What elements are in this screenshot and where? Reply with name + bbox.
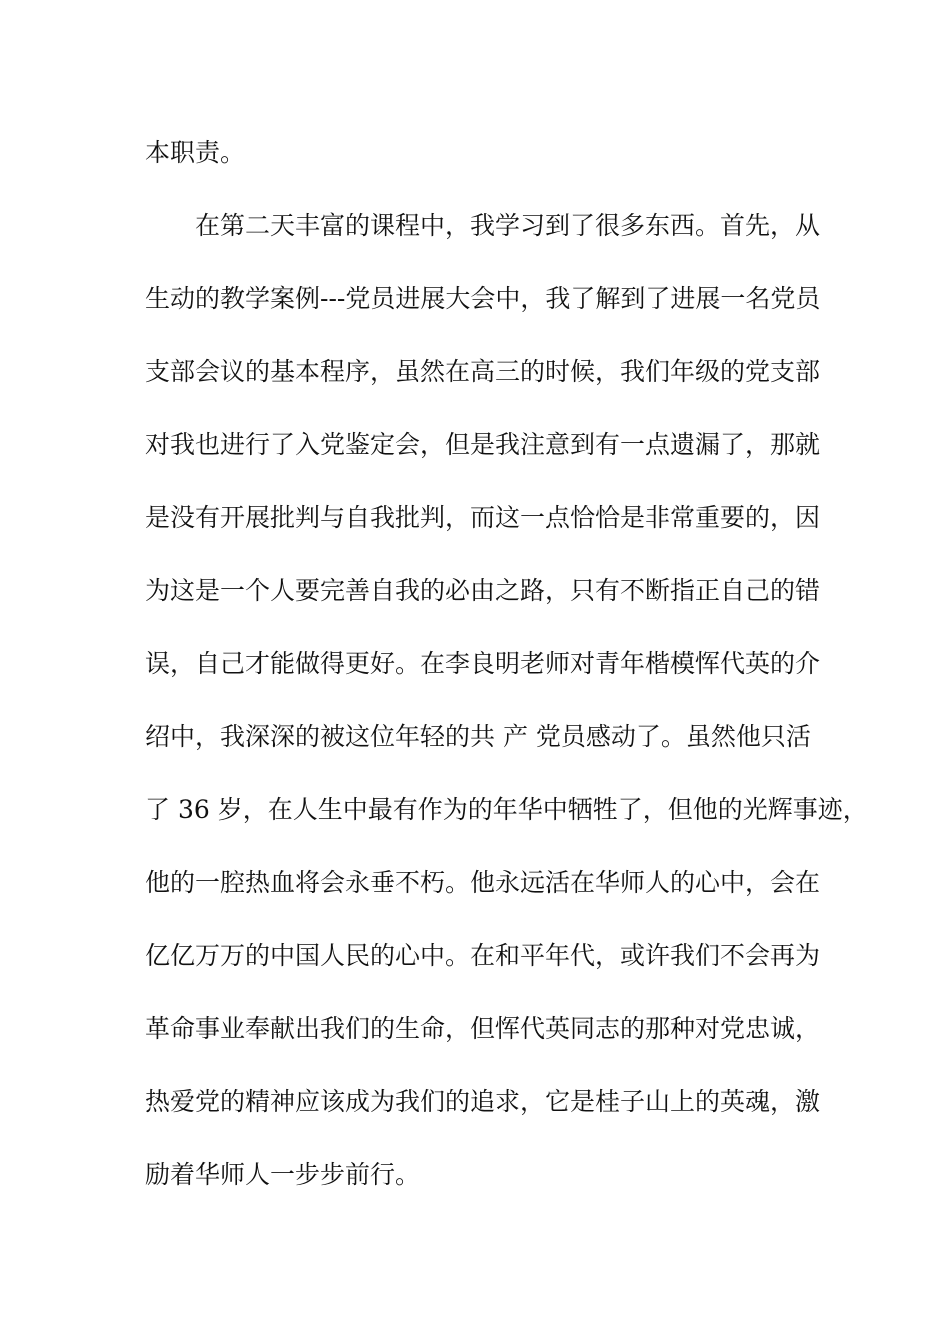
text-line: 误，自己才能做得更好。在李良明老师对青年楷模恽代英的介 [145,649,821,678]
text-line: 热爱党的精神应该成为我们的追求，它是桂子山上的英魂，激 [145,1087,821,1116]
text-line: 生动的教学案例---党员进展大会中，我了解到了进展一名党员 [145,284,821,313]
text-line: 绍中，我深深的被这位年轻的共 产 党员感动了。虽然他只活 [145,722,811,751]
text-line: 励着华师人一步步前行。 [145,1160,421,1189]
text-line: 是没有开展批判与自我批判，而这一点恰恰是非常重要的，因 [145,503,821,532]
text-line: 对我也进行了入党鉴定会，但是我注意到有一点遗漏了，那就 [145,430,821,459]
text-line: 亿亿万万的中国人民的心中。在和平年代，或许我们不会再为 [145,941,821,970]
paragraph-first-line: 在第二天丰富的课程中，我学习到了很多东西。首先，从 [195,211,821,240]
text-line: 支部会议的基本程序，虽然在高三的时候，我们年级的党支部 [145,357,821,386]
text-line: 革命事业奉献出我们的生命，但恽代英同志的那种对党忠诚， [145,1014,821,1043]
text-line: 为这是一个人要完善自我的必由之路，只有不断指正自己的错 [145,576,821,605]
text-line: 了 36 岁，在人生中最有作为的年华中牺牲了，但他的光辉事迹， [145,795,868,824]
text-line: 本职责。 [145,138,246,167]
text-line: 他的一腔热血将会永垂不朽。他永远活在华师人的心中，会在 [145,868,821,897]
